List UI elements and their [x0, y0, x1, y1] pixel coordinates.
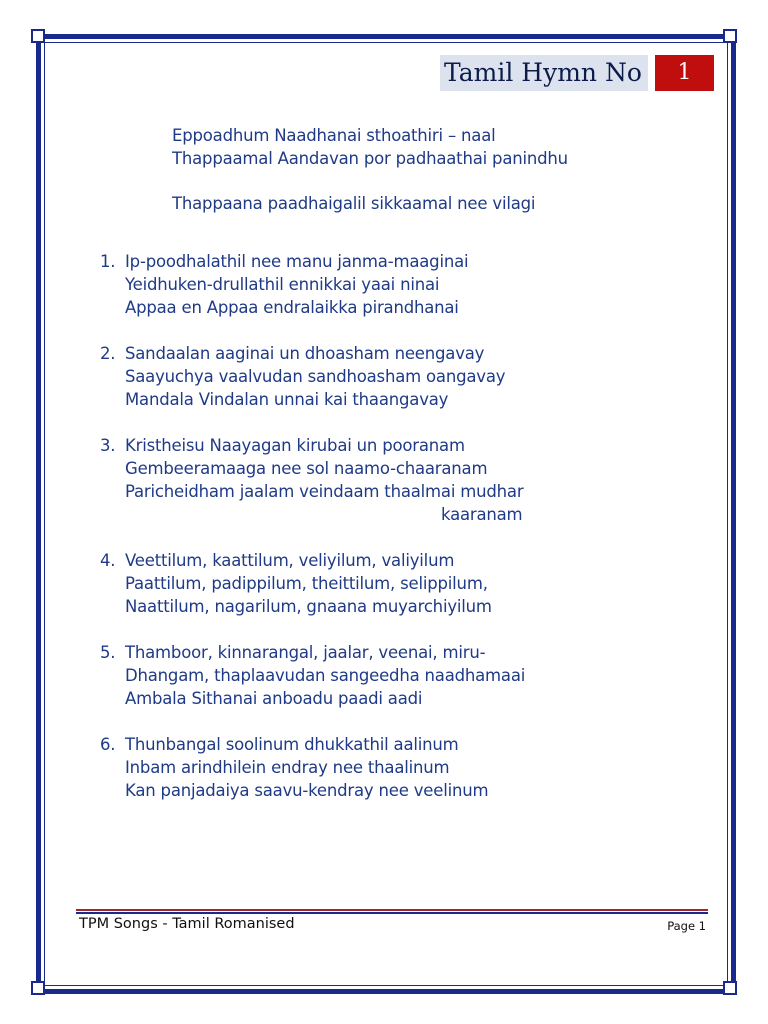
chorus-gap: [172, 170, 568, 192]
verse-line: Kan panjadaiya saavu-kendray nee veelinum: [125, 781, 489, 800]
verse-line: Thunbangal soolinum dhukkathil aalinum: [125, 735, 459, 754]
verse-number: 5.: [100, 643, 116, 662]
verse-line: Sandaalan aaginai un dhoasham neengavay: [125, 344, 485, 363]
verse-number: 4.: [100, 551, 116, 570]
verse-line: Mandala Vindalan unnai kai thaangavay: [125, 390, 449, 409]
footer-rule-bottom: [76, 912, 708, 914]
verse-line-continuation: kaaranam: [441, 505, 523, 524]
verse-line: Kristheisu Naayagan kirubai un pooranam: [125, 436, 465, 455]
verse-number: 6.: [100, 735, 116, 754]
page-number: Page 1: [667, 919, 706, 933]
border-corner-bottom-right: [723, 981, 737, 995]
verse-line: Yeidhuken-drullathil ennikkai yaai ninai: [125, 275, 440, 294]
verse: [100, 549, 525, 618]
footer-rule-top: [76, 909, 708, 911]
verse-number: 1.: [100, 252, 116, 271]
footer-source: TPM Songs - Tamil Romanised: [79, 916, 295, 932]
verse-line: Gembeeramaaga nee sol naamo-chaaranam: [125, 459, 488, 478]
verse: [100, 342, 525, 411]
verse-line: Naattilum, nagarilum, gnaana muyarchiyilum: [125, 597, 492, 616]
verse-number: 3.: [100, 436, 116, 455]
verse-line: Saayuchya vaalvudan sandhoasham oangavay: [125, 367, 506, 386]
verse-number: 2.: [100, 344, 116, 363]
verse: [100, 641, 525, 710]
verse: [100, 434, 525, 526]
verse-line: Veettilum, kaattilum, veliyilum, valiyilum: [125, 551, 455, 570]
verse-line: Dhangam, thaplaavudan sangeedha naadhamaai: [125, 666, 526, 685]
verse-line: Ip-poodhalathil nee manu janma-maaginai: [125, 252, 469, 271]
hymn-title: Tamil Hymn No: [440, 55, 648, 91]
verse-line: Appaa en Appaa endralaikka pirandhanai: [125, 298, 459, 317]
verse-line: Paricheidham jaalam veindaam thaalmai mudhar: [125, 482, 524, 501]
verse-line: Paattilum, padippilum, theittilum, selippilum,: [125, 574, 488, 593]
chorus: [172, 124, 568, 215]
verse-line: Ambala Sithanai anboadu paadi aadi: [125, 689, 423, 708]
border-corner-top-right: [723, 29, 737, 43]
border-corner-top-left: [31, 29, 45, 43]
verse-line: Inbam arindhilein endray nee thaalinum: [125, 758, 450, 777]
verse: [100, 250, 525, 319]
border-corner-bottom-left: [31, 981, 45, 995]
chorus-line: Eppoadhum Naadhanai sthoathiri – naal: [172, 126, 496, 145]
verse: [100, 733, 525, 802]
chorus-line: Thappaana paadhaigalil sikkaamal nee vilagi: [172, 194, 536, 213]
chorus-line: Thappaamal Aandavan por padhaathai panindhu: [172, 149, 568, 168]
hymn-number-badge: 1: [655, 55, 714, 91]
verse-list: [100, 250, 525, 825]
verse-line: Thamboor, kinnarangal, jaalar, veenai, miru-: [125, 643, 486, 662]
